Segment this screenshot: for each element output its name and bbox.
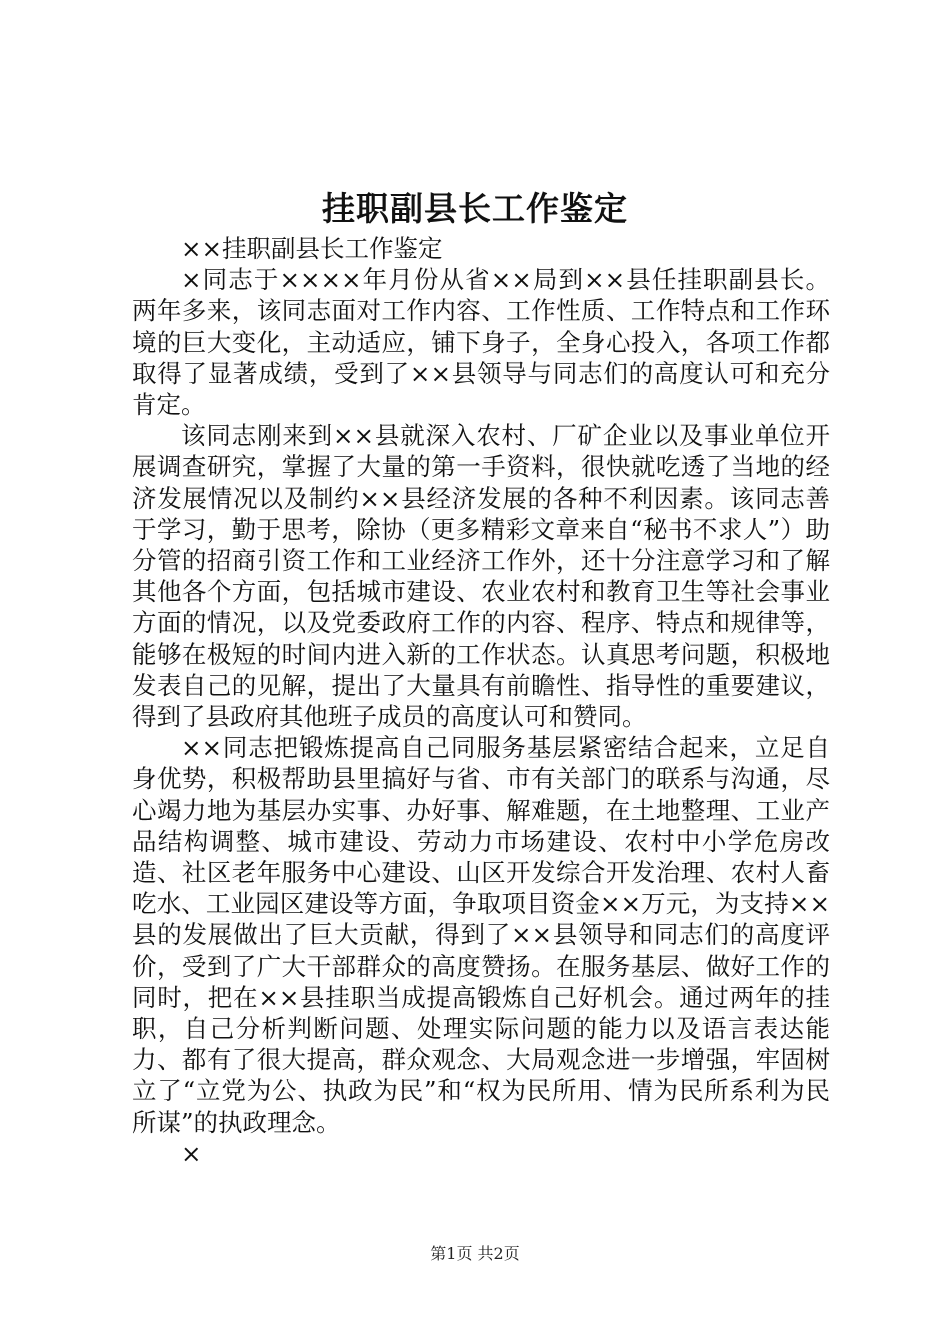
- paragraph-intro: ×同志于××××年月份从省××局到××县任挂职副县长。两年多来，该同志面对工作内容、工作性质、工作特点和工作环境的巨大变化，主动适应，铺下身子，全身心投入，各项工作都取得了显著成绩，受到了××县领导与同志们的高度认可和充分肯定。: [132, 265, 830, 420]
- document-title: 挂职副县长工作鉴定: [322, 189, 628, 228]
- page-number-footer: 第1页 共2页: [430, 1244, 520, 1263]
- paragraph-service: ××同志把锻炼提高自己同服务基层紧密结合起来，立足自身优势，积极帮助县里搞好与省、市有关部门的联系与沟通，尽心竭力地为基层办实事、办好事、解难题，在土地整理、工业产品结构调整、城市建设、劳动力市场建设、农村中小学危房改造、社区老年服务中心建设、山区开发综合开发治理、农村人畜吃水、工业园区建设等方面，争取项目资金××万元，为支持××县的发展做出了巨大贡献，得到了××县领导和同志们的高度评价，受到了广大干部群众的高度赞扬。在服务基层、做好工作的同时，把在××县挂职当成提高锻炼自己好机会。通过两年的挂职，自己分析判断问题、处理实际问题的能力以及语言表达能力、都有了很大提高，群众观念、大局观念进一步增强，牢固树立了“立党为公、执政为民”和“权为民所用、情为民所系利为民所谋”的执政理念。: [132, 733, 830, 1137]
- document-body: [132, 233, 830, 1169]
- paragraph-research: 该同志刚来到××县就深入农村、厂矿企业以及事业单位开展调查研究，掌握了大量的第一手资料，很快就吃透了当地的经济发展情况以及制约××县经济发展的各种不利因素。该同志善于学习，勤于思考，除协（更多精彩文章来自“秘书不求人”）助分管的招商引资工作和工业经济工作外，还十分注意学习和了解其他各个方面，包括城市建设、农业农村和教育卫生等社会事业方面的情况，以及党委政府工作的内容、程序、特点和规律等，能够在极短的时间内进入新的工作状态。认真思考问题，积极地发表自己的见解，提出了大量具有前瞻性、指导性的重要建议，得到了县政府其他班子成员的高度认可和赞同。: [132, 421, 830, 732]
- paragraph-subtitle: ××挂职副县长工作鉴定: [181, 234, 443, 263]
- paragraph-trailing: ×: [181, 1138, 202, 1168]
